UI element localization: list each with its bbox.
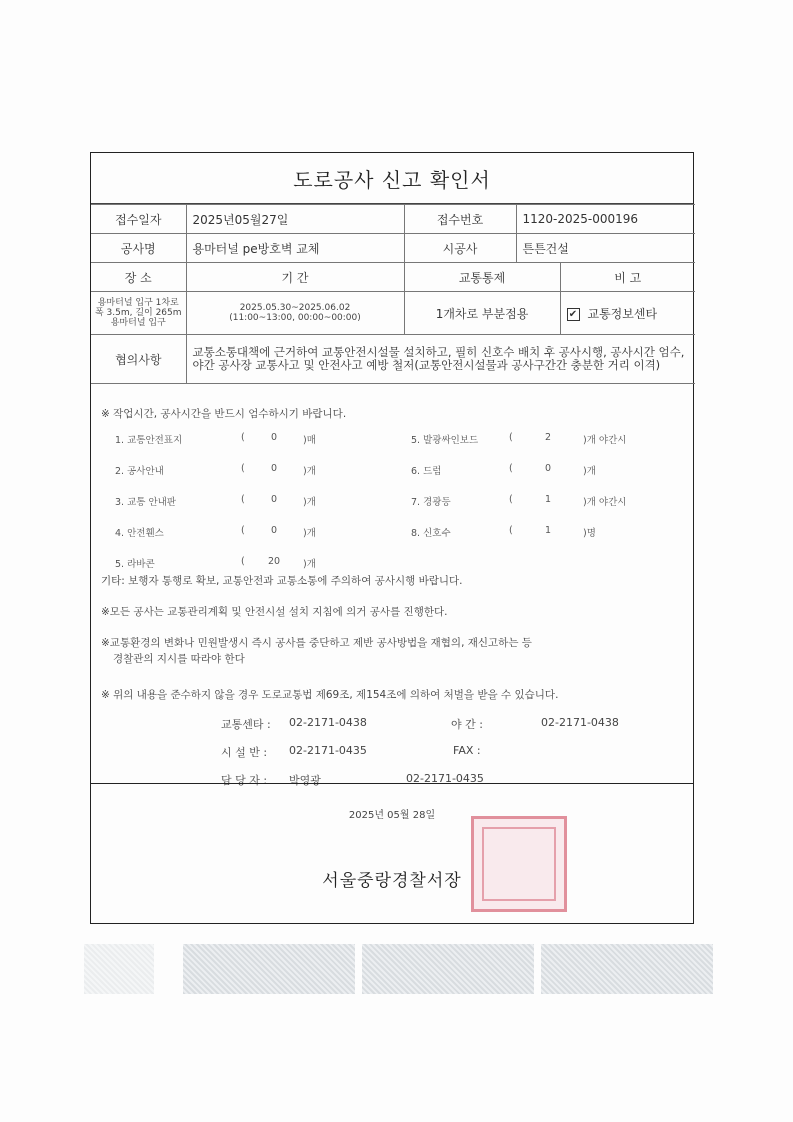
issuer-name: 서울중랑경찰서장 xyxy=(322,871,462,891)
notes-intro: ※ 작업시간, 공사시간을 반드시 엄수하시기 바랍니다. xyxy=(101,408,347,420)
fax-label: FAX : xyxy=(453,744,481,757)
remark-label: 비 고 xyxy=(560,263,695,292)
confirmation-document xyxy=(90,152,694,924)
issue-date: 2025년 05월 28일 xyxy=(348,810,436,821)
list-item: 3. 교통 안내판 ( 0 )개 xyxy=(115,494,316,508)
night-label: 야 간 : xyxy=(451,718,483,731)
table-row xyxy=(91,263,695,292)
consult-text: 교통소통대책에 근거하여 교통안전시설물 설치하고, 필히 신호수 배치 후 공사시행, 공사시간 엄수, 야간 공사장 교통사고 및 안전사고 예방 철저(교통안전시설물과 공사구간간 충분한 거리 이격) xyxy=(186,335,695,384)
redacted-block xyxy=(362,944,534,994)
place-label: 장 소 xyxy=(91,263,186,292)
list-item: 5. 라바콘 ( 20 )개 xyxy=(115,556,316,570)
notes-other: 기타: 보행자 통행로 확보, 교통안전과 교통소통에 주의하여 공사시행 바랍니다. xyxy=(101,575,463,587)
notes-line-2: ※교통환경의 변화나 민원발생시 즉시 공사를 중단하고 제반 공사방법을 재협의, 재신고하는 등 xyxy=(101,637,532,649)
manager-name: 박영광 xyxy=(289,774,321,787)
document-title: 도로공사 신고 확인서 xyxy=(91,153,693,204)
table-row xyxy=(91,335,695,384)
table-row xyxy=(91,234,695,263)
list-item: 7. 경광등 ( 1 )개 야간시 xyxy=(411,494,627,508)
place-value: 용마터널 입구 1차로 폭 3.5m, 길이 265m 용마터널 입구 xyxy=(94,298,182,328)
traffic-value: 1개차로 부분점용 xyxy=(404,292,560,335)
center-phone: 02-2171-0438 xyxy=(289,716,367,729)
list-item: 5. 발광싸인보드 ( 2 )개 야간시 xyxy=(411,432,627,446)
notes-line-3: ※ 위의 내용을 준수하지 않을 경우 도로교통법 제69조, 제154조에 의하여 처벌을 받을 수 있습니다. xyxy=(101,689,559,701)
list-item: 1. 교통안전표지 ( 0 )매 xyxy=(115,432,316,446)
traffic-label: 교통통제 xyxy=(404,263,560,292)
redacted-block xyxy=(183,944,355,994)
official-seal xyxy=(471,816,567,912)
receipt-date: 2025년05월27일 xyxy=(186,205,404,234)
center-label: 교통센타 : xyxy=(221,718,271,731)
contractor-label: 시공사 xyxy=(404,234,516,263)
receipt-no-label: 접수번호 xyxy=(404,205,516,234)
work-name-label: 공사명 xyxy=(91,234,186,263)
table-row xyxy=(91,205,695,234)
redacted-block xyxy=(541,944,713,994)
contractor: 튼튼건설 xyxy=(516,234,695,263)
notes-line-1: ※모든 공사는 교통관리계획 및 안전시설 설치 지침에 의거 공사를 진행한다. xyxy=(101,606,448,618)
table-row xyxy=(91,292,695,335)
work-name: 용마터널 pe방호벽 교체 xyxy=(186,234,404,263)
manager-label: 담 당 자 : xyxy=(221,774,268,787)
footer xyxy=(91,783,693,924)
remark-value: 교통정보센타 xyxy=(587,306,658,321)
facility-label: 시 설 반 : xyxy=(221,746,268,759)
period-value: 2025.05.30~2025.06.02 (11:00~13:00, 00:00~00:00) xyxy=(229,303,361,323)
info-table xyxy=(91,204,695,384)
manager-phone: 02-2171-0435 xyxy=(406,772,484,785)
list-item: 6. 드럼 ( 0 )개 xyxy=(411,463,596,477)
consult-label: 협의사항 xyxy=(91,335,186,384)
list-item: 4. 안전휀스 ( 0 )개 xyxy=(115,525,316,539)
notes-line-2b: 경찰관의 지시를 따라야 한다 xyxy=(113,653,245,665)
night-phone: 02-2171-0438 xyxy=(541,716,619,729)
receipt-date-label: 접수일자 xyxy=(91,205,186,234)
scan-noise xyxy=(84,944,154,994)
list-item: 2. 공사안내 ( 0 )개 xyxy=(115,463,316,477)
checkbox[interactable]: ✔ xyxy=(567,308,580,321)
receipt-no: 1120-2025-000196 xyxy=(516,205,695,234)
period-label: 기 간 xyxy=(186,263,404,292)
list-item: 8. 신호수 ( 1 )명 xyxy=(411,525,596,539)
facility-phone: 02-2171-0435 xyxy=(289,744,367,757)
